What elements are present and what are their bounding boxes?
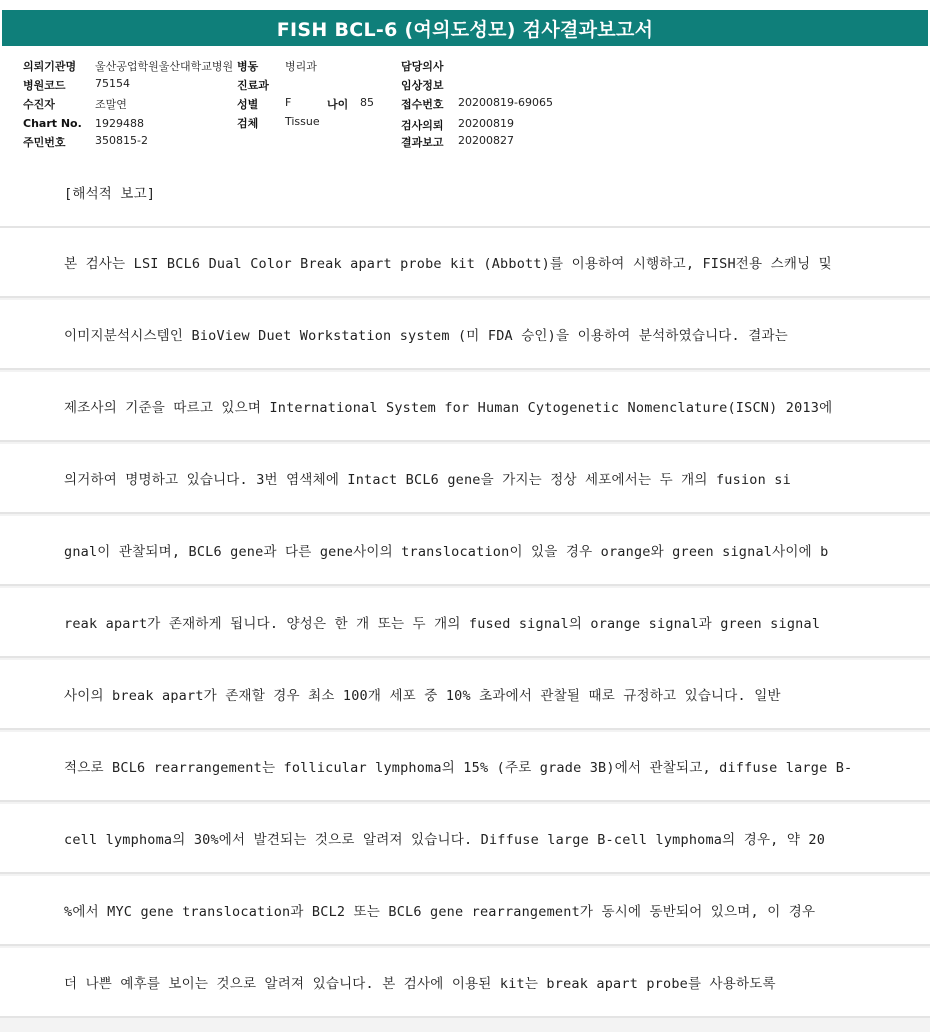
specimen-label: 검체	[237, 117, 259, 130]
report-line-text: 더 나쁜 예후를 보이는 것으로 알려져 있습니다. 본 검사에 이용된 kit는 break apart probe를 사용하도록	[64, 976, 776, 992]
report-line	[0, 804, 930, 874]
ward-label: 병동	[237, 60, 259, 73]
result-report-date-label: 결과보고	[401, 136, 444, 149]
attending-physician-label: 담당의사	[401, 60, 444, 73]
report-line-text: 제조사의 기준을 따르고 있으며 International System for Human Cytogenetic Nomenclature(ISCN) 2013에	[64, 400, 833, 416]
report-line-text: 이미지분석시스템인 BioView Duet Workstation system (미 FDA 승인)을 이용하여 분석하였습니다. 결과는	[64, 328, 788, 344]
report-line	[0, 372, 930, 442]
requesting-institution-value: 울산공업학원울산대학교병원	[95, 60, 234, 73]
hospital-code-label: 병원코드	[23, 79, 66, 92]
report-line-text: cell lymphoma의 30%에서 발견되는 것으로 알려져 있습니다. Diffuse large B-cell lymphoma의 경우, 약 20	[64, 832, 826, 848]
report-line	[0, 876, 930, 946]
resident-number-label: 주민번호	[23, 136, 66, 149]
chart-no-value: 1929488	[95, 117, 144, 130]
report-line	[0, 516, 930, 586]
interpretive-report	[0, 166, 930, 1032]
title-banner	[2, 10, 928, 46]
report-line	[0, 166, 930, 228]
hospital-code-value: 75154	[95, 77, 130, 90]
report-line	[0, 948, 930, 1018]
age-value: 85	[360, 96, 374, 109]
report-line	[0, 300, 930, 370]
report-line-text: reak apart가 존재하게 됩니다. 양성은 한 개 또는 두 개의 fused signal의 orange signal과 green signal	[64, 616, 821, 632]
accession-number-value: 20200819-69065	[458, 96, 553, 109]
patient-info-panel	[0, 50, 930, 167]
clinical-info-label: 임상정보	[401, 79, 444, 92]
report-line-text: gnal이 관찰되며, BCL6 gene과 다른 gene사이의 translocation이 있을 경우 orange와 green signal사이에 b	[64, 544, 829, 560]
test-request-date-label: 검사의뢰	[401, 119, 444, 132]
report-line	[0, 228, 930, 298]
department-label: 진료과	[237, 79, 269, 92]
report-line-text: 본 검사는 LSI BCL6 Dual Color Break apart probe kit (Abbott)를 이용하여 시행하고, FISH전용 스캐닝 및	[64, 256, 832, 272]
report-line-text: 적으로 BCL6 rearrangement는 follicular lymphoma의 15% (주로 grade 3B)에서 관찰되고, diffuse large B-	[64, 760, 853, 776]
report-line-text: 사이의 break apart가 존재할 경우 최소 100개 세포 중 10% 초과에서 관찰될 때로 규정하고 있습니다. 일반	[64, 688, 781, 704]
report-line	[0, 732, 930, 802]
chart-no-label: Chart No.	[23, 117, 82, 130]
patient-name-label: 수진자	[23, 98, 55, 111]
resident-number-value: 350815-2	[95, 134, 148, 147]
ward-value: 병리과	[285, 60, 317, 73]
report-line-text: 의거하여 명명하고 있습니다. 3번 염색체에 Intact BCL6 gene을 가지는 정상 세포에서는 두 개의 fusion si	[64, 472, 791, 488]
test-request-date-value: 20200819	[458, 117, 514, 130]
patient-name-value: 조말연	[95, 98, 127, 111]
sex-label: 성별	[237, 98, 259, 111]
report-title: FISH BCL-6 (여의도성모) 검사결과보고서	[276, 18, 654, 41]
age-label: 나이	[327, 98, 349, 111]
report-line-text: [해석적 보고]	[64, 186, 156, 202]
report-line	[0, 588, 930, 658]
report-header	[0, 0, 930, 56]
accession-number-label: 접수번호	[401, 98, 444, 111]
requesting-institution-label: 의뢰기관명	[23, 60, 77, 73]
sex-value: F	[285, 96, 292, 109]
report-line	[0, 444, 930, 514]
report-line	[0, 660, 930, 730]
result-report-date-value: 20200827	[458, 134, 514, 147]
report-line-text: %에서 MYC gene translocation과 BCL2 또는 BCL6 gene rearrangement가 동시에 동반되어 있으며, 이 경우	[64, 904, 816, 920]
specimen-value: Tissue	[285, 115, 320, 128]
